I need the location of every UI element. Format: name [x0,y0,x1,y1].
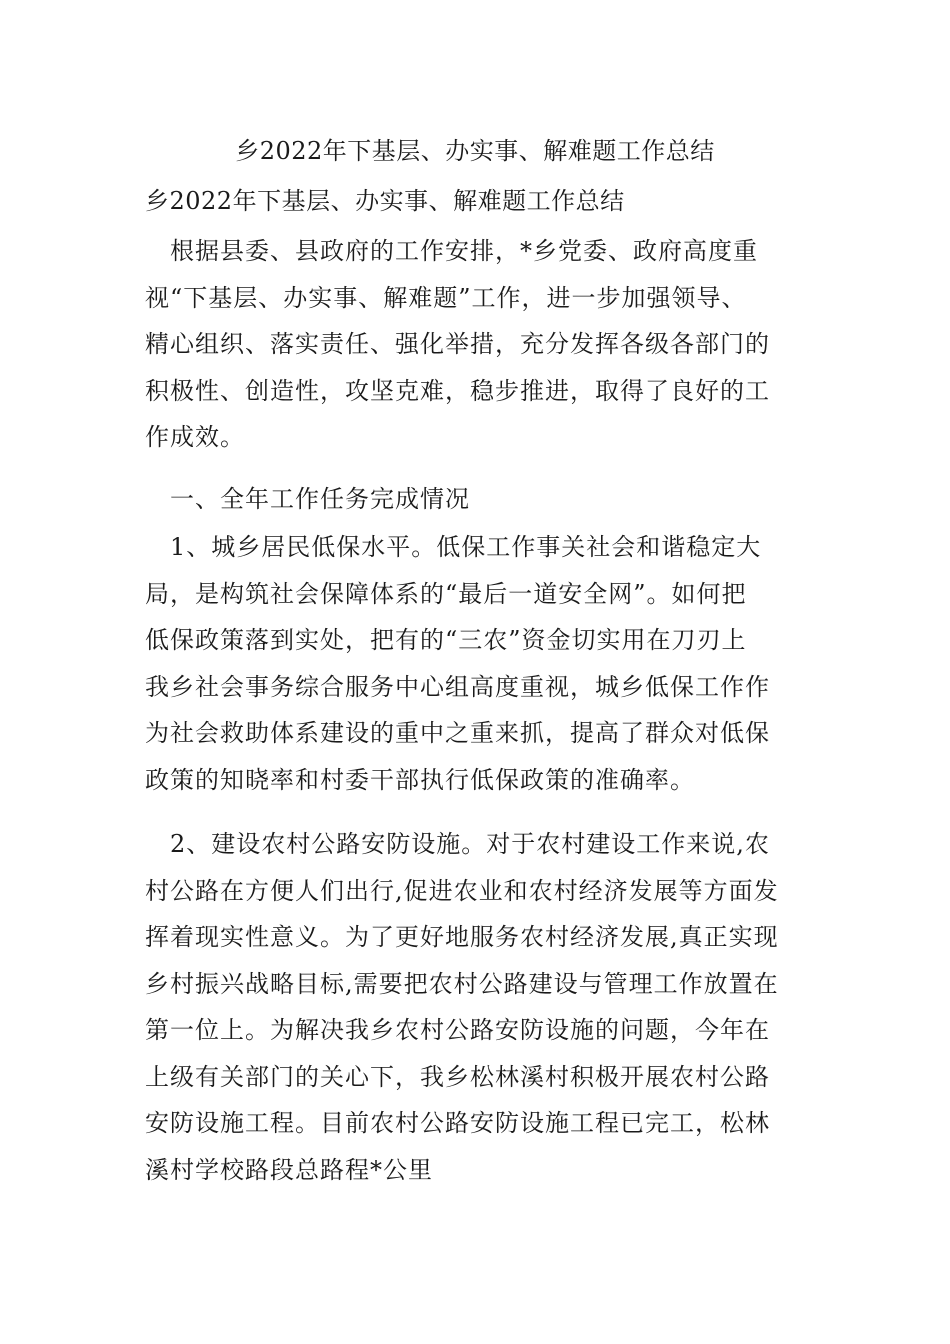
item2-line: 村公路在方便人们出行,促进农业和农村经济发展等方面发 [145,876,779,905]
item2-line: 安防设施工程。目前农村公路安防设施工程已完工，松林 [145,1109,770,1137]
item2-paragraph [145,821,810,1193]
item1-line: 低保政策落到实处，把有的“三农”资金切实用在刀刃上 [145,626,747,654]
item1-line: 1、城乡居民低保水平。低保工作事关社会和谐稳定大 [145,533,762,561]
intro-paragraph [145,228,810,461]
item2-line: 2、建设农村公路安防设施。对于农村建设工作来说,农 [145,830,770,858]
item2-line: 上级有关部门的关心下，我乡松林溪村积极开展农村公路 [145,1062,770,1091]
item1-line: 为社会救助体系建设的重中之重来抓，提高了群众对低保 [145,719,770,747]
item2-line: 溪村学校路段总路程*公里 [145,1155,433,1184]
section-heading [145,476,810,523]
item1-paragraph [145,524,810,803]
intro-line: 精心组织、落实责任、强化举措，充分发挥各级各部门的 [145,330,770,358]
item1-line: 局，是构筑社会保障体系的“最后一道安全网”。如何把 [145,579,747,608]
intro-line: 积极性、创造性，攻坚克难，稳步推进，取得了良好的工 [145,376,770,405]
item2-line: 挥着现实性意义。为了更好地服务农村经济发展,真正实现 [145,923,779,951]
item1-line: 我乡社会事务综合服务中心组高度重视，城乡低保工作作 [145,672,770,701]
section-heading-text: 一、全年工作任务完成情况 [145,485,470,513]
item2-line: 第一位上。为解决我乡农村公路安防设施的问题，今年在 [145,1016,770,1044]
document-title: 乡2022年下基层、办实事、解难题工作总结 [235,137,715,165]
intro-line: 视“下基层、办实事、解难题”工作，进一步加强领导、 [145,283,747,312]
document-subtitle: 乡2022年下基层、办实事、解难题工作总结 [145,187,625,215]
item1-line: 政策的知晓率和村委干部执行低保政策的准确率。 [145,765,695,794]
intro-line: 作成效。 [145,423,245,451]
intro-line: 根据县委、县政府的工作安排，*乡党委、政府高度重 [145,237,758,265]
item2-line: 乡村振兴战略目标,需要把农村公路建设与管理工作放置在 [145,969,779,998]
